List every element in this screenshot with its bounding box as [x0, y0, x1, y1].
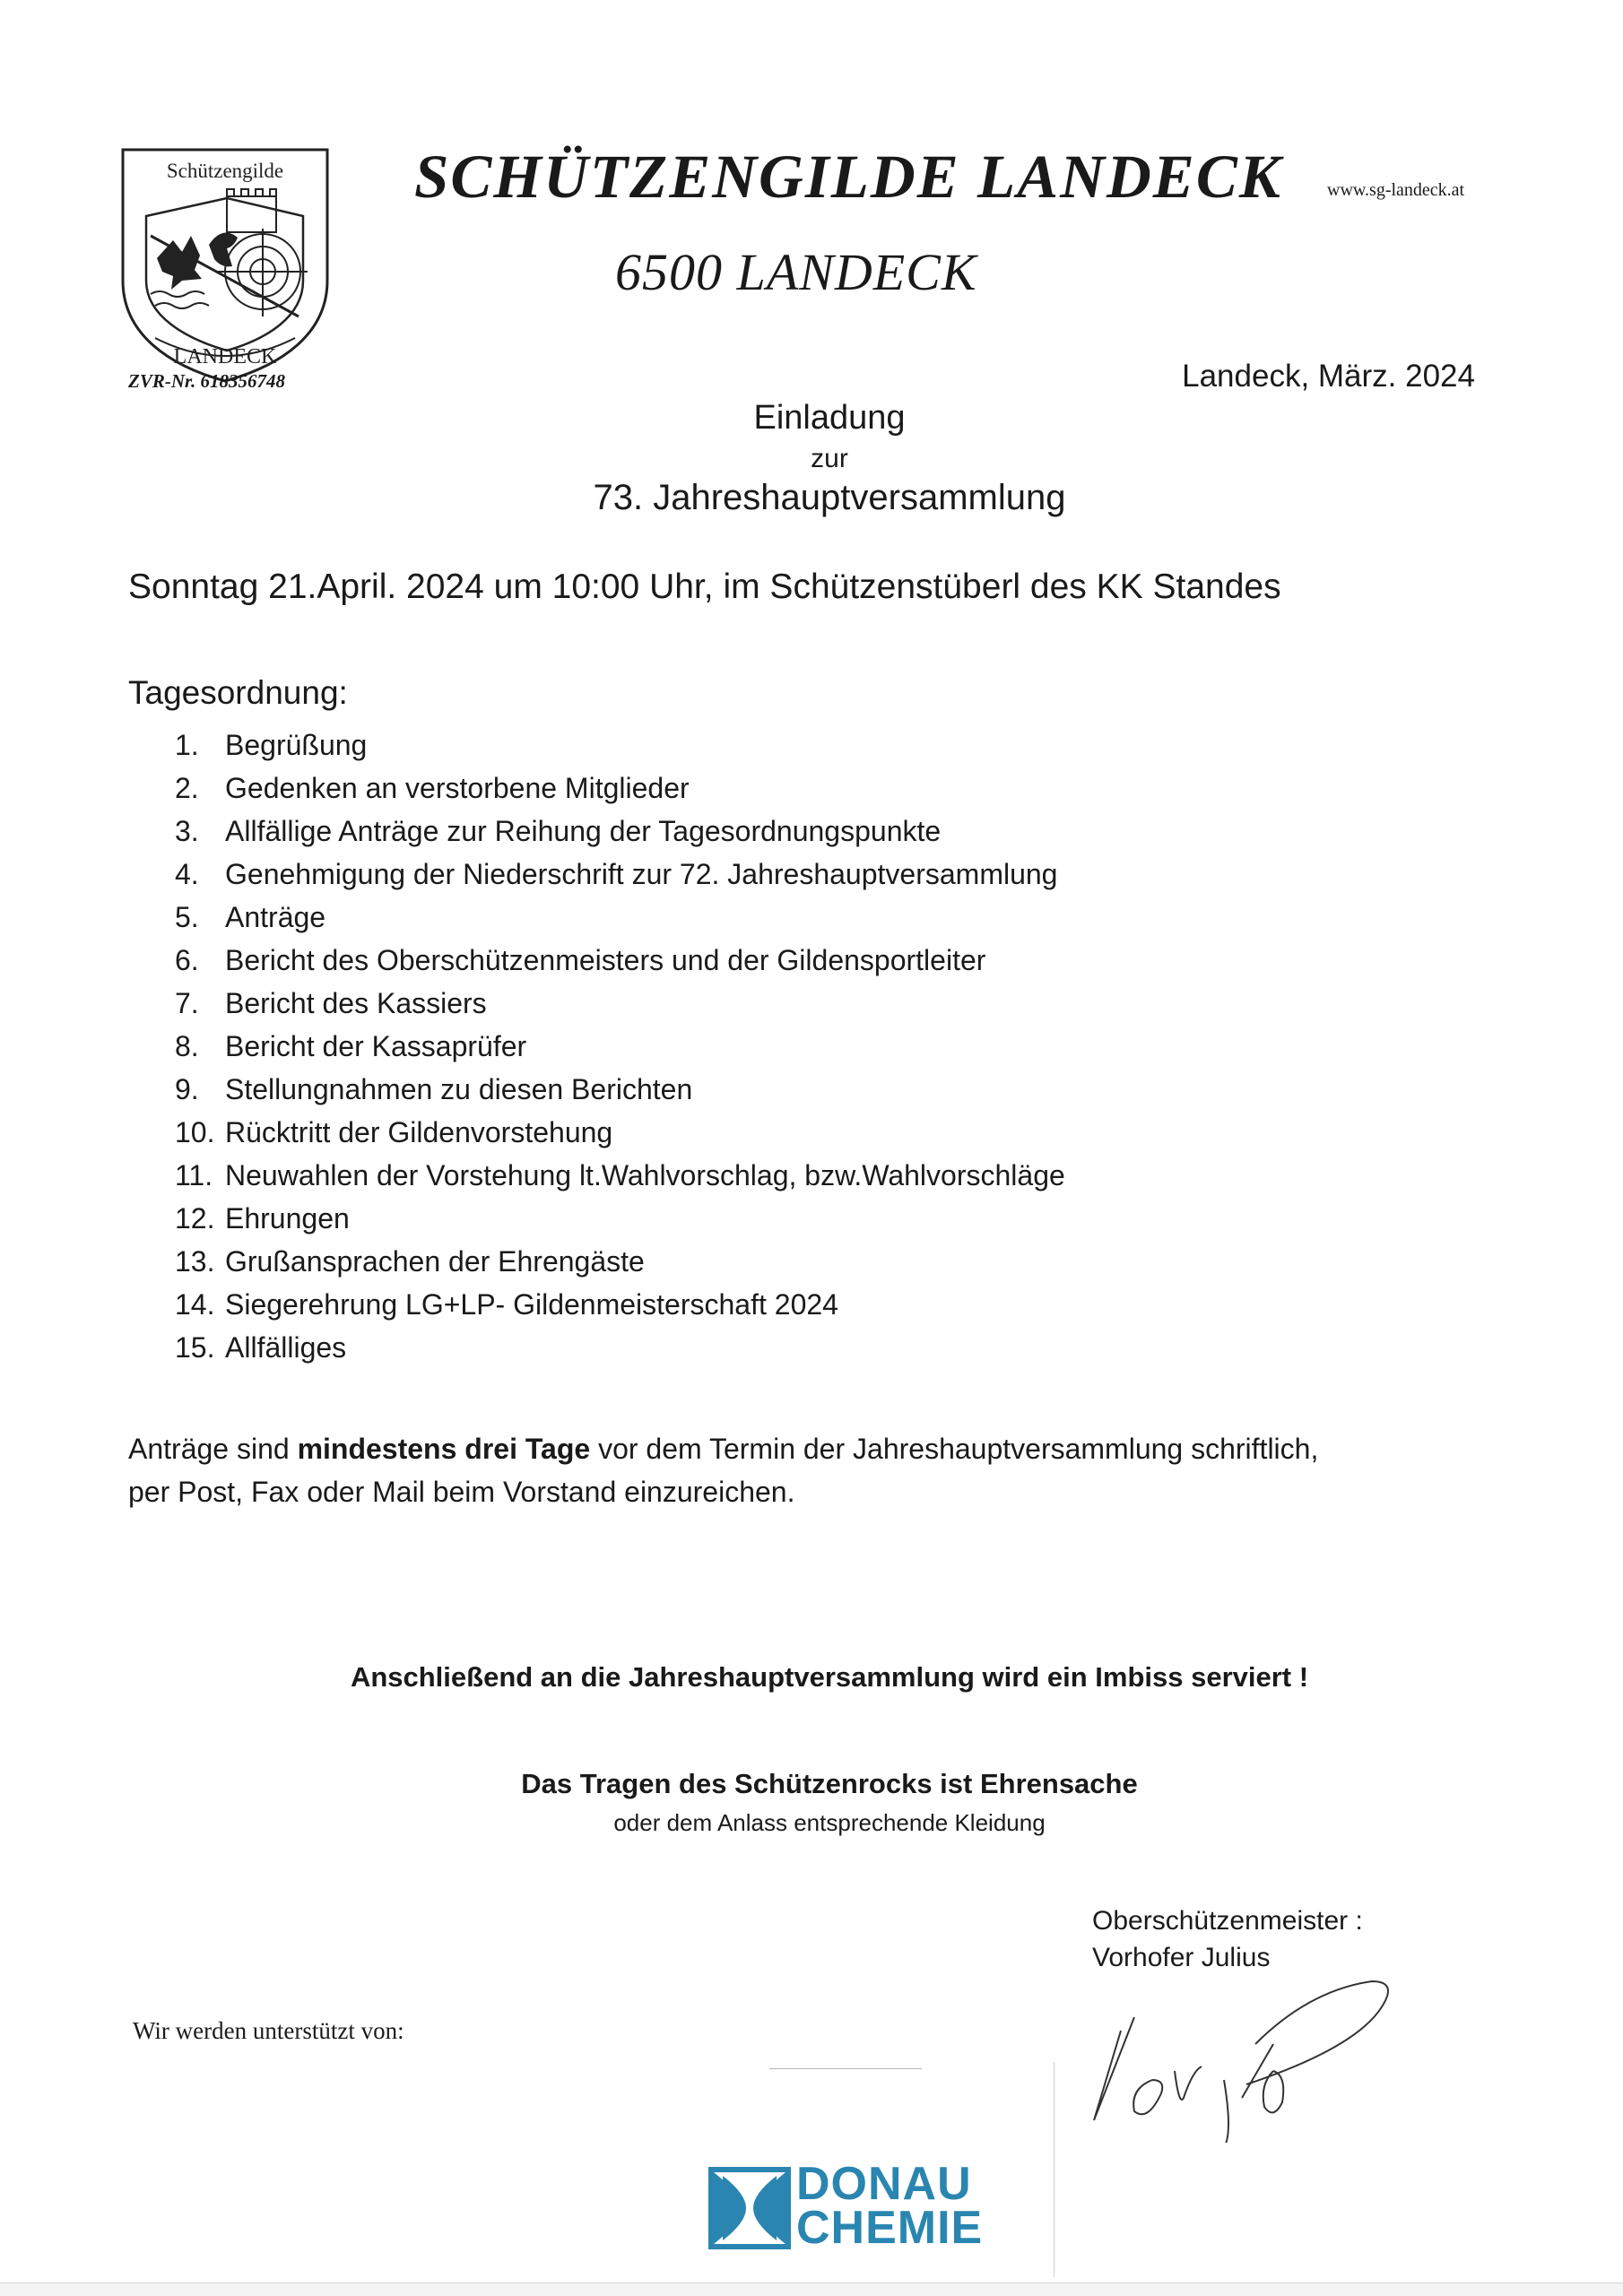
agenda-item-text: Genehmigung der Niederschrift zur 72. Jahreshauptversammlung	[225, 858, 1058, 890]
sponsor-label: Wir werden unterstützt von:	[133, 2017, 404, 2044]
agenda-item-text: Stellungnahmen zu diesen Berichten	[225, 1073, 693, 1105]
title-invitation: Einladung	[753, 399, 906, 437]
agenda-item	[175, 939, 1065, 982]
scan-line	[1054, 2062, 1055, 2277]
page-bottom-edge	[0, 2283, 1623, 2296]
donau-chemie-logo-mark	[708, 2167, 791, 2249]
meeting-details: Sonntag 21.April. 2024 um 10:00 Uhr, im Schützenstüberl des KK Standes	[128, 568, 1281, 606]
logo-line-1: DONAU	[796, 2158, 972, 2210]
agenda-item-text: Grußansprachen der Ehrengäste	[225, 1245, 645, 1278]
agenda-item-text: Anträge	[225, 901, 326, 933]
agenda-item-text: Begrüßung	[225, 729, 368, 761]
dress-code: Das Tragen des Schützenrocks ist Ehrensache	[521, 1768, 1138, 1799]
agenda-item-text: Bericht der Kassaprüfer	[225, 1030, 527, 1062]
agenda-item-number: 1.	[175, 729, 199, 761]
agenda-item-number: 8.	[175, 1030, 199, 1062]
agenda-item	[175, 896, 1065, 939]
agenda-item-text: Siegerehrung LG+LP- Gildenmeisterschaft 2024	[225, 1288, 838, 1321]
notice-deadline: mindestens drei Tage	[297, 1433, 591, 1465]
agenda-item-number: 9.	[175, 1073, 199, 1105]
agenda-item-number: 2.	[175, 772, 199, 804]
agenda-item-text: Neuwahlen der Vorstehung lt.Wahlvorschlag, bzw.Wahlvorschläge	[225, 1159, 1065, 1191]
agenda-item-number: 3.	[175, 815, 199, 847]
notice-line2: per Post, Fax oder Mail beim Vorstand einzureichen.	[128, 1476, 795, 1508]
agenda-item-number: 4.	[175, 858, 199, 890]
agenda-item	[175, 1326, 1065, 1369]
agenda-item-number: 15.	[175, 1331, 215, 1364]
crest-bottom-text: LANDECK	[173, 345, 277, 368]
motions-notice	[128, 1427, 1509, 1513]
agenda-item	[175, 853, 1065, 896]
agenda-item	[175, 1111, 1065, 1154]
agenda-item-text: Allfälliges	[225, 1331, 347, 1364]
sponsor-divider	[769, 2068, 922, 2069]
website: www.sg-landeck.at	[1327, 180, 1465, 200]
agenda-item-number: 14.	[175, 1288, 215, 1321]
logo-line-2: CHEMIE	[796, 2202, 984, 2254]
agenda-item-number: 12.	[175, 1202, 215, 1235]
agenda-list	[175, 723, 1065, 1369]
title-meeting: 73. Jahreshauptversammlung	[593, 478, 1066, 517]
agenda-item-number: 7.	[175, 987, 199, 1019]
agenda-item	[175, 982, 1065, 1025]
dress-code-alternative: oder dem Anlass entsprechende Kleidung	[613, 1809, 1046, 1836]
agenda-item-text: Allfällige Anträge zur Reihung der Tagesordnungspunkte	[225, 815, 942, 847]
agenda-item	[175, 1283, 1065, 1326]
agenda-item	[175, 810, 1065, 853]
zvr-number: ZVR-Nr. 618356748	[128, 370, 286, 392]
agenda-item-number: 10.	[175, 1116, 215, 1148]
agenda-item-text: Rücktritt der Gildenvorstehung	[225, 1116, 613, 1148]
signatory-name: Vorhofer Julius	[1092, 1943, 1271, 1972]
organization-city: 6500 LANDECK	[615, 243, 977, 301]
agenda-item-number: 6.	[175, 944, 199, 976]
agenda-item-text: Gedenken an verstorbene Mitglieder	[225, 772, 690, 804]
agenda-item-number: 11.	[175, 1159, 213, 1191]
handwritten-signature	[1067, 1963, 1444, 2143]
signatory-title: Oberschützenmeister :	[1092, 1906, 1363, 1936]
agenda-item-text: Ehrungen	[225, 1202, 350, 1235]
agenda-item-text: Bericht des Kassiers	[225, 987, 487, 1019]
agenda-item	[175, 1025, 1065, 1068]
agenda-item	[175, 1197, 1065, 1240]
document-date: Landeck, März. 2024	[1182, 359, 1475, 394]
agenda-item-number: 13.	[175, 1245, 215, 1278]
agenda-item	[175, 1240, 1065, 1283]
snack-notice: Anschließend an die Jahreshauptversammlung wird ein Imbiss serviert !	[350, 1661, 1309, 1693]
agenda-item	[175, 767, 1065, 810]
club-crest	[119, 146, 331, 386]
agenda-item	[175, 1068, 1065, 1111]
notice-text-start: Anträge sind	[128, 1433, 298, 1465]
notice-text-end: vor dem Termin der Jahreshauptversammlung schriftlich,	[590, 1433, 1319, 1465]
agenda-heading: Tagesordnung:	[128, 674, 348, 711]
crest-top-text: Schützengilde	[166, 160, 284, 182]
donau-chemie-logo	[708, 2158, 1004, 2254]
title-zur: zur	[811, 444, 848, 473]
agenda-item	[175, 723, 1065, 767]
agenda-item-number: 5.	[175, 901, 199, 933]
agenda-item	[175, 1154, 1065, 1197]
agenda-item-text: Bericht des Oberschützenmeisters und der Gildensportleiter	[225, 944, 986, 976]
organization-name: SCHÜTZENGILDE LANDECK	[414, 143, 1282, 211]
donau-chemie-wordmark	[796, 2158, 984, 2254]
